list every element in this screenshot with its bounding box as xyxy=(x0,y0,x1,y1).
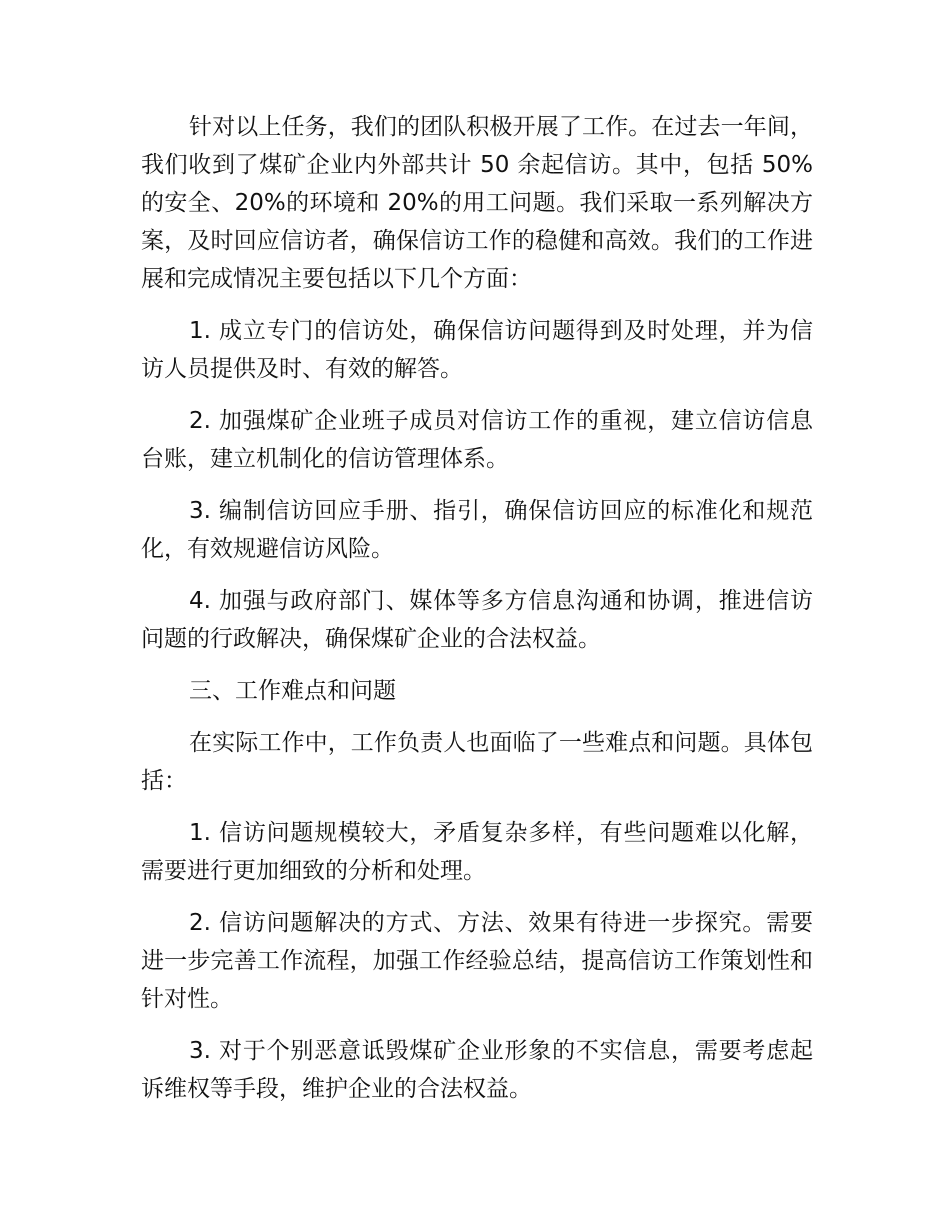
document-body xyxy=(141,108,813,1122)
section-heading: 三、工作难点和问题 xyxy=(189,678,396,704)
intro-paragraph: 针对以上任务，我们的团队积极开展了工作。在过去一年间，我们收到了煤矿企业内外部共计 50 余起信访。其中，包括 50%的安全、20%的环境和 20%的用工问题。我们采取一系列解决方案，及时回应信访者，确保信访工作的稳健和高效。我们的工作进展和完成情况主要包括以下几个方面： xyxy=(141,114,813,292)
difficulty-item-2: 2. 信访问题解决的方式、方法、效果有待进一步探究。需要进一步完善工作流程，加强工作经验总结，提高信访工作策划性和针对性。 xyxy=(141,910,813,1012)
progress-item-4: 4. 加强与政府部门、媒体等多方信息沟通和协调，推进信访问题的行政解决，确保煤矿企业的合法权益。 xyxy=(141,588,813,652)
progress-item-1: 1. 成立专门的信访处，确保信访问题得到及时处理，并为信访人员提供及时、有效的解答。 xyxy=(141,318,813,382)
progress-item-3: 3. 编制信访回应手册、指引，确保信访回应的标准化和规范化，有效规避信访风险。 xyxy=(141,498,813,562)
progress-item-2: 2. 加强煤矿企业班子成员对信访工作的重视，建立信访信息台账，建立机制化的信访管理体系。 xyxy=(141,408,813,472)
difficulty-item-3: 3. 对于个别恶意诋毁煤矿企业形象的不实信息，需要考虑起诉维权等手段，维护企业的合法权益。 xyxy=(141,1038,813,1102)
difficulty-item-1: 1. 信访问题规模较大，矛盾复杂多样，有些问题难以化解，需要进行更加细致的分析和处理。 xyxy=(141,820,813,884)
difficulties-intro: 在实际工作中，工作负责人也面临了一些难点和问题。具体包括： xyxy=(141,730,813,794)
